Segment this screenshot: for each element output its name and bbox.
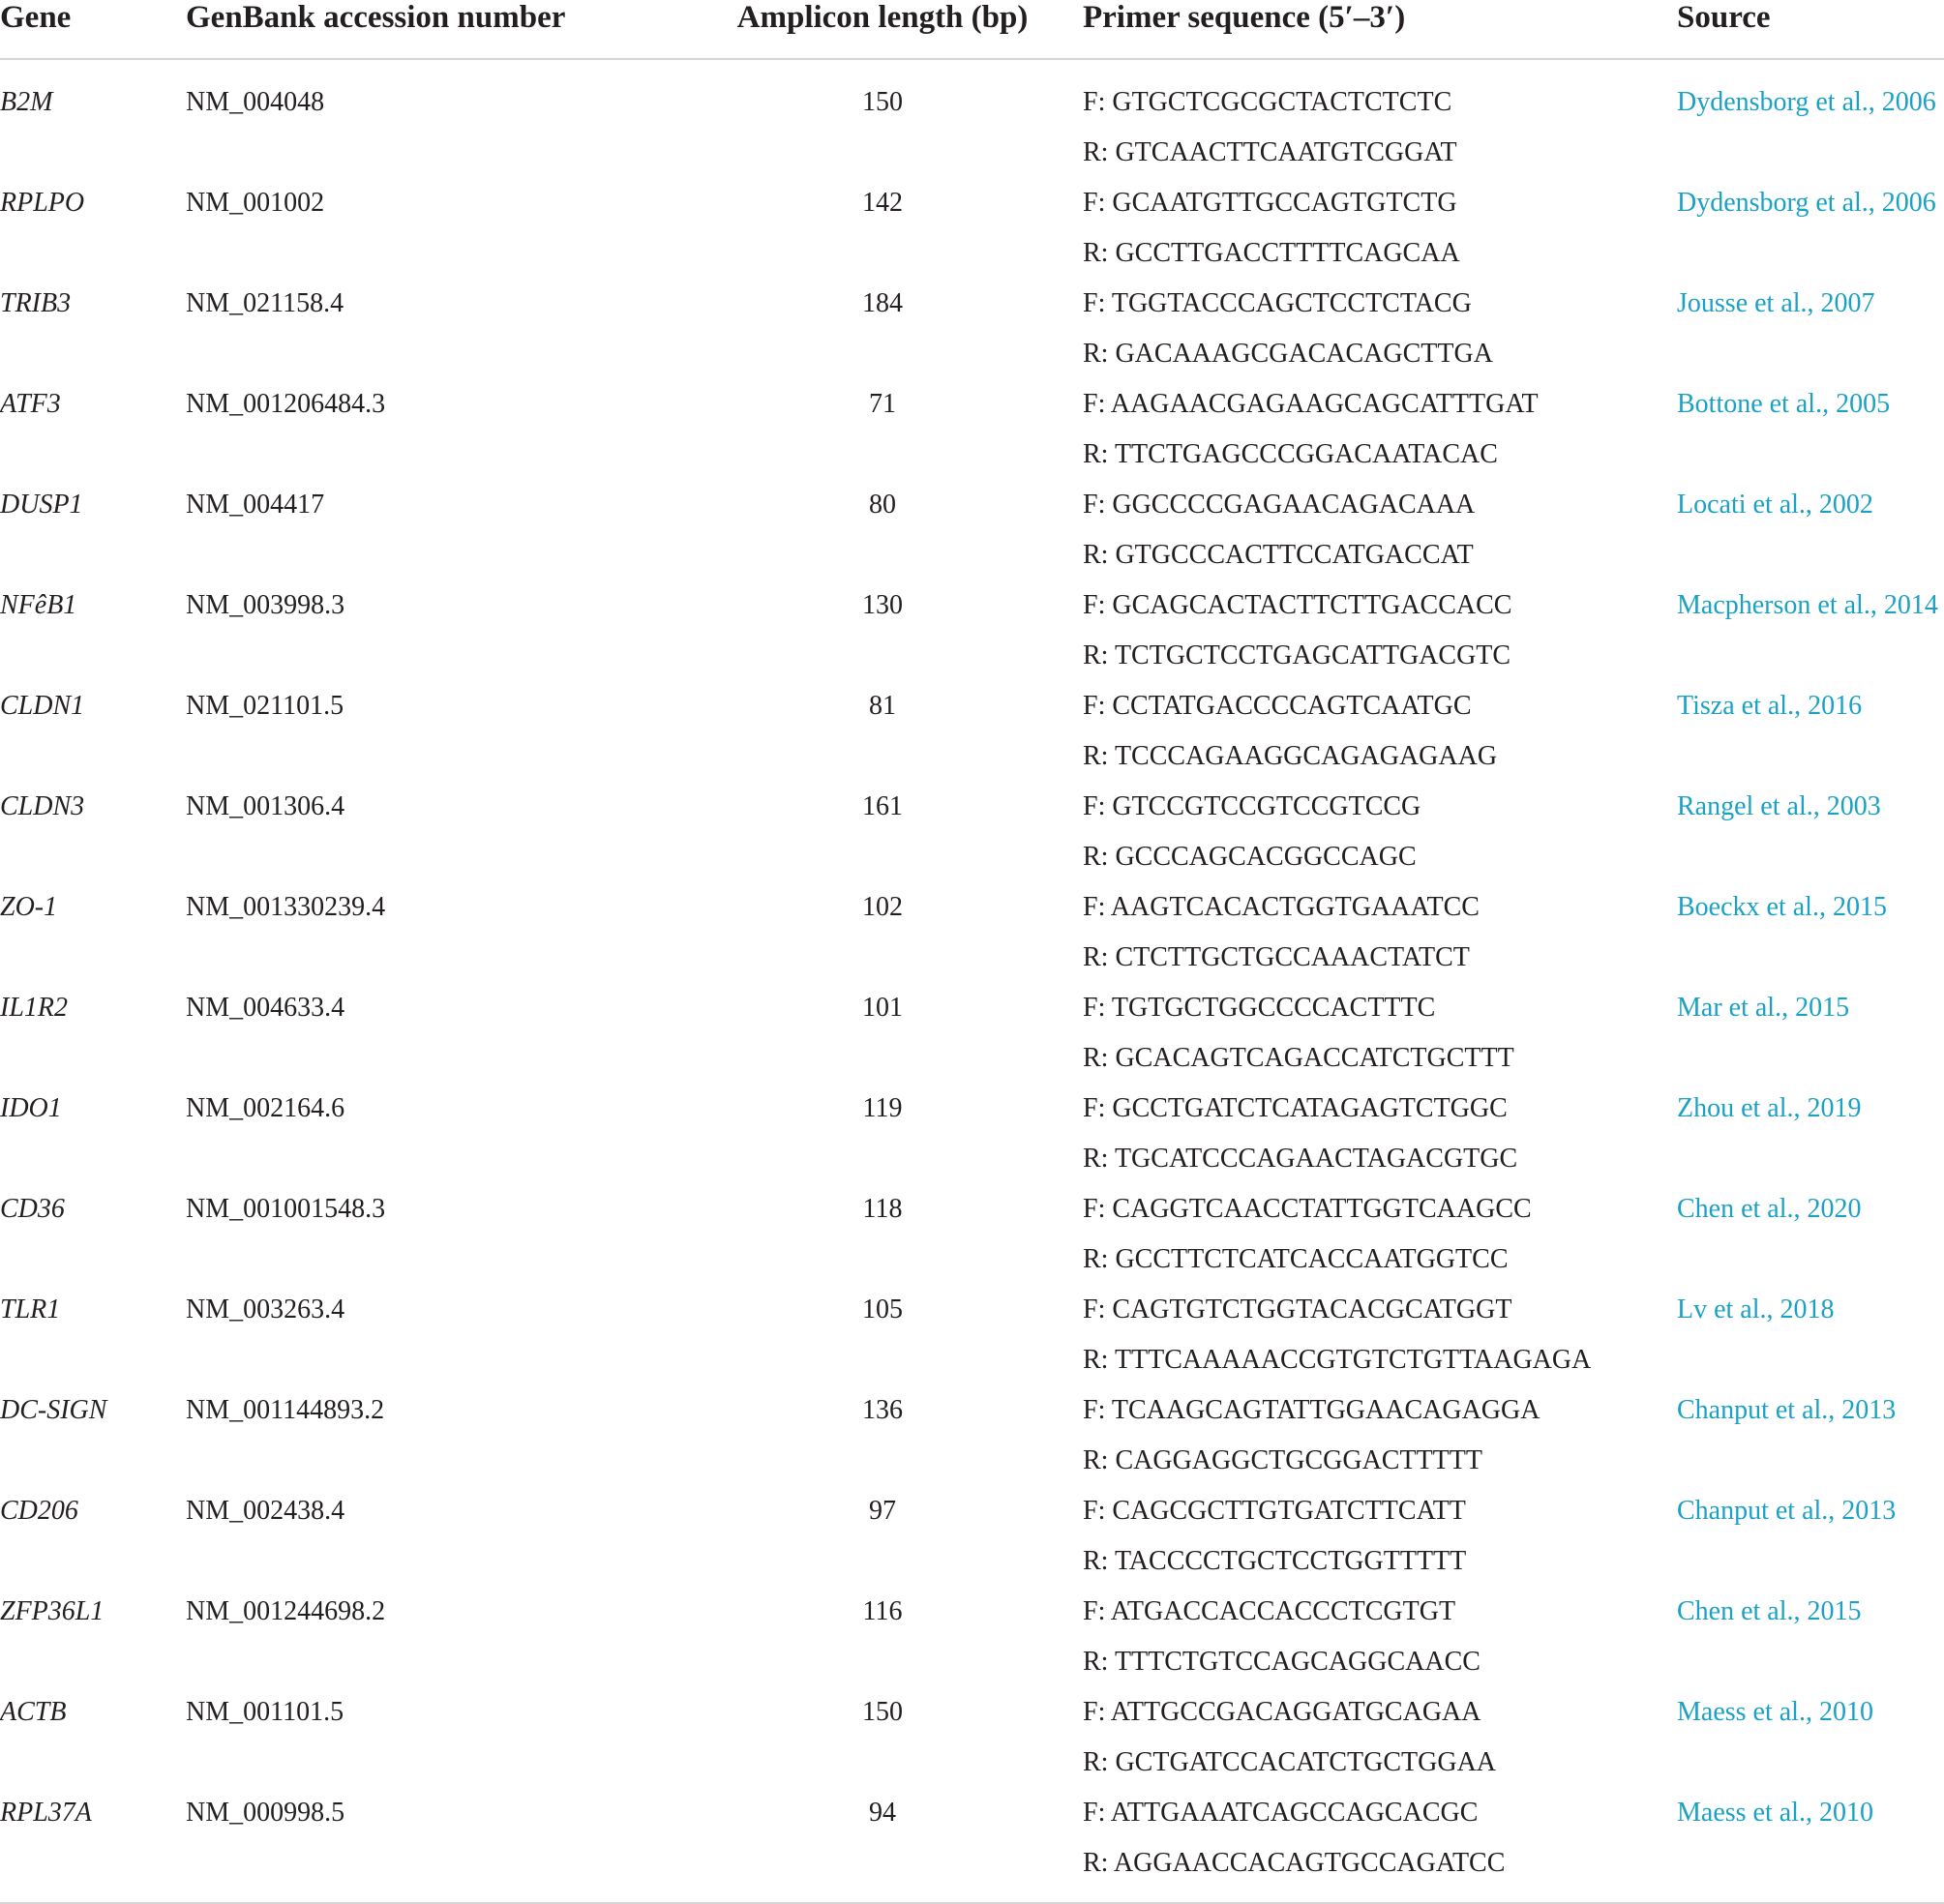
source-citation-link[interactable]: Rangel et al., 2003 <box>1677 791 1881 821</box>
source-cell <box>1677 480 1944 580</box>
table-row <box>0 279 1944 379</box>
amplicon-length-cell: 161 <box>862 791 903 821</box>
forward-primer: F: TCAAGCAGTATTGGAACAGAGGA <box>1083 1395 1540 1425</box>
reverse-primer: R: TACCCCTGCTCCTGGTTTTT <box>1083 1546 1467 1576</box>
accession-cell: NM_003263.4 <box>186 1294 345 1324</box>
primer-cell <box>1083 1385 1677 1486</box>
accession-cell: NM_000998.5 <box>186 1788 682 1903</box>
accession-cell: NM_021101.5 <box>186 691 344 721</box>
source-citation-link[interactable]: Boeckx et al., 2015 <box>1677 892 1887 922</box>
table-body <box>0 59 1944 1903</box>
primer-cell <box>1083 681 1677 782</box>
gene-cell: B2M <box>0 87 53 117</box>
source-citation-link[interactable]: Maess et al., 2010 <box>1677 1697 1873 1727</box>
forward-primer: F: GCCTGATCTCATAGAGTCTGGC <box>1083 1093 1508 1123</box>
header-source: Source <box>1677 0 1944 59</box>
source-cell <box>1677 882 1944 983</box>
source-cell <box>1677 1788 1944 1903</box>
table-row <box>0 178 1944 279</box>
accession-cell: NM_001002 <box>186 188 325 218</box>
source-cell <box>1677 1486 1944 1587</box>
accession-cell: NM_021158.4 <box>186 288 344 318</box>
source-citation-link[interactable]: Dydensborg et al., 2006 <box>1677 188 1936 218</box>
accession-cell: NM_001244698.2 <box>186 1596 386 1626</box>
table-row <box>0 59 1944 178</box>
amplicon-length-cell: 97 <box>869 1496 896 1526</box>
forward-primer: F: ATTGAAATCAGCCAGCACGC <box>1083 1798 1479 1828</box>
reverse-primer: R: GCCTTCTCATCACCAATGGTCC <box>1083 1244 1509 1274</box>
gene-cell: DUSP1 <box>0 490 83 520</box>
reverse-primer: R: GCACAGTCAGACCATCTGCTTT <box>1083 1043 1514 1073</box>
reverse-primer: R: CAGGAGGCTGCGGACTTTTT <box>1083 1445 1482 1475</box>
gene-cell: TLR1 <box>0 1294 61 1324</box>
accession-cell: NM_001001548.3 <box>186 1194 386 1224</box>
forward-primer: F: CAGTGTCTGGTACACGCATGGT <box>1083 1294 1512 1324</box>
table-row <box>0 1486 1944 1587</box>
accession-cell: NM_003998.3 <box>186 590 345 620</box>
amplicon-length-cell: 105 <box>862 1294 903 1324</box>
forward-primer: F: GGCCCCGAGAACAGACAAA <box>1083 490 1476 520</box>
source-citation-link[interactable]: Macpherson et al., 2014 <box>1677 590 1938 620</box>
accession-cell: NM_001101.5 <box>186 1697 344 1727</box>
amplicon-length-cell: 150 <box>862 1697 903 1727</box>
source-citation-link[interactable]: Dydensborg et al., 2006 <box>1677 87 1936 117</box>
accession-cell: NM_001206484.3 <box>186 389 386 419</box>
source-citation-link[interactable]: Chen et al., 2015 <box>1677 1596 1862 1626</box>
gene-cell: CD36 <box>0 1194 65 1224</box>
amplicon-length-cell: 184 <box>862 288 903 318</box>
gene-cell: CLDN3 <box>0 791 85 821</box>
gene-cell: ZO-1 <box>0 892 58 922</box>
source-cell <box>1677 782 1944 882</box>
source-cell <box>1677 1084 1944 1184</box>
reverse-primer: R: TTTCTGTCCAGCAGGCAACC <box>1083 1647 1480 1677</box>
forward-primer: F: GTGCTCGCGCTACTCTCTC <box>1083 87 1452 117</box>
source-citation-link[interactable]: Chanput et al., 2013 <box>1677 1496 1897 1526</box>
gene-cell: IDO1 <box>0 1093 62 1123</box>
primer-cell <box>1083 480 1677 580</box>
source-citation-link[interactable]: Mar et al., 2015 <box>1677 993 1850 1023</box>
amplicon-length-cell: 119 <box>862 1093 903 1123</box>
gene-cell: ZFP36L1 <box>0 1596 105 1626</box>
source-citation-link[interactable]: Chen et al., 2020 <box>1677 1194 1862 1224</box>
amplicon-length-cell: 102 <box>862 892 903 922</box>
table-row <box>0 1084 1944 1184</box>
forward-primer: F: CCTATGACCCCAGTCAATGC <box>1083 691 1472 721</box>
accession-cell: NM_002438.4 <box>186 1496 345 1526</box>
source-cell <box>1677 1385 1944 1486</box>
source-cell <box>1677 983 1944 1084</box>
gene-cell: RPL37A <box>0 1788 186 1903</box>
primer-cell <box>1083 1687 1677 1788</box>
amplicon-length-cell: 142 <box>862 188 903 218</box>
source-citation-link[interactable]: Jousse et al., 2007 <box>1677 288 1875 318</box>
primer-cell <box>1083 1084 1677 1184</box>
source-citation-link[interactable]: Lv et al., 2018 <box>1677 1294 1835 1324</box>
source-cell <box>1677 1285 1944 1385</box>
gene-cell: CLDN1 <box>0 691 85 721</box>
gene-cell: ATF3 <box>0 389 61 419</box>
primer-cell <box>1083 1486 1677 1587</box>
accession-cell: NM_001330239.4 <box>186 892 386 922</box>
reverse-primer: R: GCCCAGCACGGCCAGC <box>1083 842 1417 872</box>
primer-cell <box>1083 178 1677 279</box>
source-citation-link[interactable]: Bottone et al., 2005 <box>1677 389 1891 419</box>
forward-primer: F: GCAATGTTGCCAGTGTCTG <box>1083 188 1457 218</box>
primer-cell <box>1083 279 1677 379</box>
table-row <box>0 1285 1944 1385</box>
primer-cell <box>1083 1184 1677 1285</box>
forward-primer: F: CAGGTCAACCTATTGGTCAAGCC <box>1083 1194 1532 1224</box>
amplicon-length-cell: 80 <box>869 490 896 520</box>
amplicon-length-cell: 71 <box>869 389 896 419</box>
accession-cell: NM_004633.4 <box>186 993 345 1023</box>
reverse-primer: R: GACAAAGCGACACAGCTTGA <box>1083 339 1493 369</box>
primer-cell <box>1083 882 1677 983</box>
table-row <box>0 1385 1944 1486</box>
forward-primer: F: TGGTACCCAGCTCCTCTACG <box>1083 288 1472 318</box>
amplicon-length-cell: 150 <box>862 87 903 117</box>
amplicon-length-cell: 94 <box>682 1788 1083 1903</box>
table-row <box>0 1687 1944 1788</box>
table-row <box>0 681 1944 782</box>
primer-cell <box>1083 59 1677 178</box>
reverse-primer: R: AGGAACCACAGTGCCAGATCC <box>1083 1848 1506 1878</box>
table-row <box>0 1587 1944 1687</box>
gene-cell: CD206 <box>0 1496 78 1526</box>
reverse-primer: R: TTCTGAGCCCGGACAATACAC <box>1083 439 1498 469</box>
gene-cell: TRIB3 <box>0 288 72 318</box>
gene-cell: DC-SIGN <box>0 1395 107 1425</box>
table-row <box>0 580 1944 681</box>
accession-cell: NM_001144893.2 <box>186 1395 385 1425</box>
forward-primer: F: GCAGCACTACTTCTTGACCACC <box>1083 590 1512 620</box>
source-cell <box>1677 1184 1944 1285</box>
source-cell <box>1677 279 1944 379</box>
forward-primer: F: CAGCGCTTGTGATCTTCATT <box>1083 1496 1466 1526</box>
reverse-primer: R: GCTGATCCACATCTGCTGGAA <box>1083 1747 1497 1777</box>
forward-primer: F: AAGAACGAGAAGCAGCATTTGAT <box>1083 389 1539 419</box>
header-gene: Gene <box>0 0 186 59</box>
accession-cell: NM_002164.6 <box>186 1093 345 1123</box>
source-citation-link[interactable]: Maess et al., 2010 <box>1677 1798 1873 1828</box>
amplicon-length-cell: 136 <box>862 1395 903 1425</box>
gene-cell: RPLPO <box>0 188 85 218</box>
amplicon-length-cell: 118 <box>862 1194 903 1224</box>
source-citation-link[interactable]: Chanput et al., 2013 <box>1677 1395 1897 1425</box>
reverse-primer: R: GTGCCCACTTCCATGACCAT <box>1083 540 1474 570</box>
gene-cell: ACTB <box>0 1697 67 1727</box>
forward-primer: F: GTCCGTCCGTCCGTCCG <box>1083 791 1421 821</box>
primer-cell <box>1083 379 1677 480</box>
reverse-primer: R: CTCTTGCTGCCAAACTATCT <box>1083 942 1470 972</box>
reverse-primer: R: GCCTTGACCTTTTCAGCAA <box>1083 238 1460 268</box>
accession-cell: NM_004417 <box>186 490 325 520</box>
primer-cell <box>1083 1285 1677 1385</box>
forward-primer: F: ATGACCACCACCCTCGTGT <box>1083 1596 1456 1626</box>
amplicon-length-cell: 116 <box>862 1596 903 1626</box>
header-accession: GenBank accession number <box>186 0 682 59</box>
table-row <box>0 1788 1944 1903</box>
forward-primer: F: ATTGCCGACAGGATGCAGAA <box>1083 1697 1481 1727</box>
amplicon-length-cell: 101 <box>862 993 903 1023</box>
primer-cell <box>1083 782 1677 882</box>
forward-primer: F: TGTGCTGGCCCCACTTTC <box>1083 993 1436 1023</box>
source-cell <box>1677 580 1944 681</box>
primer-cell <box>1083 1788 1677 1903</box>
amplicon-length-cell: 81 <box>869 691 896 721</box>
source-citation-link[interactable]: Zhou et al., 2019 <box>1677 1093 1862 1123</box>
reverse-primer: R: TTTCAAAAACCGTGTCTGTTAAGAGA <box>1083 1345 1592 1375</box>
header-amplicon-length: Amplicon length (bp) <box>682 0 1083 59</box>
reverse-primer: R: GTCAACTTCAATGTCGGAT <box>1083 137 1457 167</box>
source-cell <box>1677 178 1944 279</box>
header-row <box>0 0 1944 59</box>
forward-primer: F: AAGTCACACTGGTGAAATCC <box>1083 892 1480 922</box>
primer-cell <box>1083 1587 1677 1687</box>
reverse-primer: R: TCTGCTCCTGAGCATTGACGTC <box>1083 640 1511 670</box>
reverse-primer: R: TCCCAGAAGGCAGAGAGAAG <box>1083 741 1498 771</box>
source-citation-link[interactable]: Tisza et al., 2016 <box>1677 691 1863 721</box>
primer-cell <box>1083 983 1677 1084</box>
table-row <box>0 782 1944 882</box>
accession-cell: NM_004048 <box>186 87 325 117</box>
source-citation-link[interactable]: Locati et al., 2002 <box>1677 490 1873 520</box>
table-row <box>0 983 1944 1084</box>
source-cell <box>1677 59 1944 178</box>
table-row <box>0 1184 1944 1285</box>
header-primer-sequence: Primer sequence (5′–3′) <box>1083 0 1677 59</box>
source-cell <box>1677 379 1944 480</box>
source-cell <box>1677 681 1944 782</box>
table-row <box>0 480 1944 580</box>
table-row <box>0 882 1944 983</box>
reverse-primer: R: TGCATCCCAGAACTAGACGTGC <box>1083 1144 1518 1174</box>
gene-cell: NFêB1 <box>0 590 77 620</box>
primer-cell <box>1083 580 1677 681</box>
table-row <box>0 379 1944 480</box>
source-cell <box>1677 1687 1944 1788</box>
amplicon-length-cell: 130 <box>862 590 903 620</box>
accession-cell: NM_001306.4 <box>186 791 345 821</box>
gene-cell: IL1R2 <box>0 993 68 1023</box>
source-cell <box>1677 1587 1944 1687</box>
